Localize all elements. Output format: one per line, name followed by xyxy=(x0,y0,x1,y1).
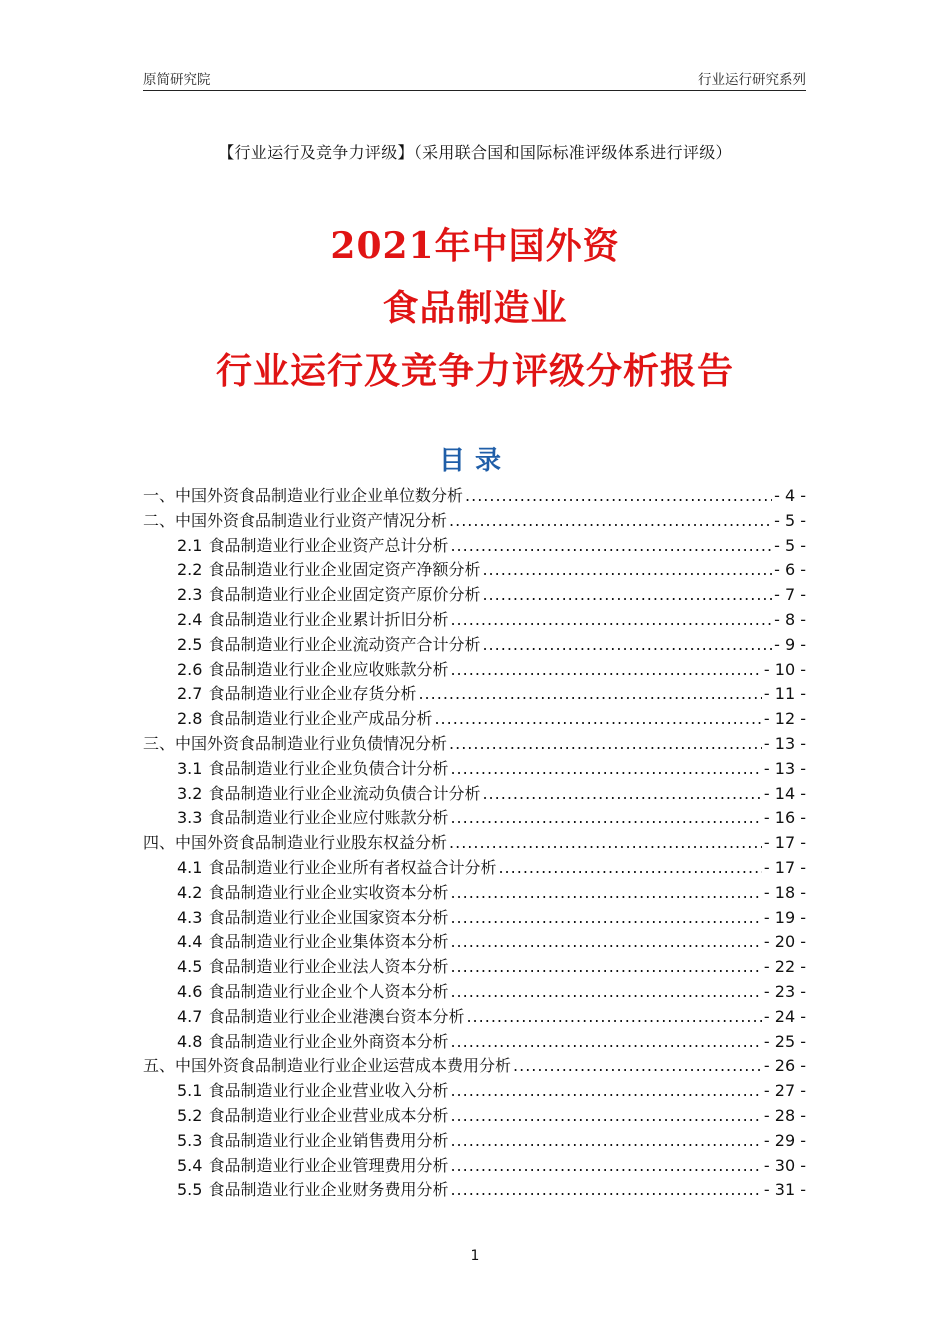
toc-entry[interactable] xyxy=(143,558,806,583)
toc-entry-page: - 12 - xyxy=(763,709,806,729)
toc-entry-label: 食品制造业行业企业实收资本分析 xyxy=(208,882,449,902)
toc-dot-leader xyxy=(466,1005,761,1030)
toc-dot-leader xyxy=(450,1104,761,1129)
toc-entry[interactable] xyxy=(143,806,806,831)
toc-dot-leader xyxy=(482,583,772,608)
toc-entry-label: 食品制造业行业企业应收账款分析 xyxy=(208,659,449,679)
toc-dot-leader xyxy=(450,1129,761,1154)
toc-entry-page: - 26 - xyxy=(763,1056,806,1076)
toc-entry[interactable] xyxy=(143,534,806,559)
toc-dot-leader xyxy=(450,534,772,559)
toc-entry-number: 2.6 xyxy=(177,659,203,679)
toc-entry-number: 2.5 xyxy=(177,634,203,654)
toc-entry-label: 食品制造业行业企业集体资本分析 xyxy=(208,932,449,952)
toc-dot-leader xyxy=(450,980,761,1005)
toc-entry[interactable] xyxy=(143,955,806,980)
toc-dot-leader xyxy=(450,1079,761,1104)
toc-entry-page: - 28 - xyxy=(763,1105,806,1125)
toc-entry-label: 食品制造业行业企业应付账款分析 xyxy=(208,808,449,828)
toc-entry-label: 食品制造业行业企业外商资本分析 xyxy=(208,1031,449,1051)
toc-dot-leader xyxy=(482,558,772,583)
toc-entry-page: - 5 - xyxy=(774,535,806,555)
toc-entry[interactable] xyxy=(143,1129,806,1154)
toc-entry-number: 3.2 xyxy=(177,783,203,803)
toc-entry-number: 3.3 xyxy=(177,808,203,828)
page-number: 1 xyxy=(470,1248,480,1264)
toc-entry-number: 4.2 xyxy=(177,882,203,902)
toc-entry[interactable] xyxy=(143,1054,806,1079)
toc-entry[interactable] xyxy=(143,881,806,906)
toc-dot-leader xyxy=(450,881,761,906)
report-subtitle: 【行业运行及竞争力评级】（采用联合国和国际标准评级体系进行评级） xyxy=(218,143,732,162)
toc-entry-page: - 30 - xyxy=(763,1155,806,1175)
toc-entry[interactable] xyxy=(143,583,806,608)
toc-dot-leader xyxy=(450,658,761,683)
toc-entry[interactable] xyxy=(143,633,806,658)
toc-entry-page: - 29 - xyxy=(763,1130,806,1150)
toc-entry-page: - 17 - xyxy=(763,857,806,877)
toc-entry[interactable] xyxy=(143,509,806,534)
toc-entry-page: - 4 - xyxy=(774,486,806,505)
toc-entry-page: - 14 - xyxy=(763,783,806,803)
toc-entry-page: - 13 - xyxy=(763,733,806,753)
toc-entry[interactable] xyxy=(143,1005,806,1030)
toc-entry-page: - 11 - xyxy=(763,684,806,704)
toc-entry[interactable] xyxy=(143,484,806,509)
toc-entry-label: 食品制造业行业企业个人资本分析 xyxy=(208,981,449,1001)
toc-entry-label: 食品制造业行业企业固定资产原价分析 xyxy=(208,585,481,605)
toc-entry-label: 一、中国外资食品制造业行业企业单位数分析 xyxy=(143,486,464,505)
toc-entry[interactable] xyxy=(143,856,806,881)
toc-entry-label: 食品制造业行业企业固定资产净额分析 xyxy=(208,560,481,580)
toc-entry[interactable] xyxy=(143,930,806,955)
toc-entry[interactable] xyxy=(143,1154,806,1179)
toc-dot-leader xyxy=(434,707,761,732)
toc-entry-label: 食品制造业行业企业流动资产合计分析 xyxy=(208,634,481,654)
toc-entry-label: 四、中国外资食品制造业行业股东权益分析 xyxy=(143,833,448,853)
toc-entry-number: 4.1 xyxy=(177,857,203,877)
toc-dot-leader xyxy=(449,732,762,757)
toc-entry-page: - 13 - xyxy=(763,758,806,778)
toc-entry[interactable] xyxy=(143,608,806,633)
toc-dot-leader xyxy=(450,757,761,782)
toc-dot-leader xyxy=(450,1178,761,1203)
toc-entry-number: 5.4 xyxy=(177,1155,203,1175)
toc-entry-number: 2.7 xyxy=(177,684,203,704)
header-organization: 原简研究院 xyxy=(143,72,211,88)
toc-entry-page: - 18 - xyxy=(763,882,806,902)
page-header xyxy=(143,66,806,91)
toc-entry[interactable] xyxy=(143,707,806,732)
toc-dot-leader xyxy=(482,633,772,658)
toc-entry-number: 5.2 xyxy=(177,1105,203,1125)
toc-entry-page: - 31 - xyxy=(763,1180,806,1200)
toc-entry-label: 食品制造业行业企业负债合计分析 xyxy=(208,758,449,778)
toc-dot-leader xyxy=(450,608,772,633)
toc-entry[interactable] xyxy=(143,906,806,931)
toc-dot-leader xyxy=(450,1154,761,1179)
toc-heading: 目录 xyxy=(438,446,511,476)
toc-entry-number: 4.6 xyxy=(177,981,203,1001)
toc-entry-label: 食品制造业行业企业累计折旧分析 xyxy=(208,609,449,629)
report-title-line-1: 2021年中国外资 xyxy=(330,225,620,267)
toc-entry-label: 食品制造业行业企业销售费用分析 xyxy=(208,1130,449,1150)
toc-entry[interactable] xyxy=(143,1079,806,1104)
toc-entry-page: - 22 - xyxy=(763,957,806,977)
toc-dot-leader xyxy=(450,906,761,931)
toc-entry-page: - 10 - xyxy=(763,659,806,679)
toc-dot-leader xyxy=(449,831,762,856)
toc-entry-label: 食品制造业行业企业存货分析 xyxy=(208,684,417,704)
toc-entry-number: 2.8 xyxy=(177,709,203,729)
report-title-line-2: 食品制造业 xyxy=(382,287,568,329)
toc-entry-label: 食品制造业行业企业国家资本分析 xyxy=(208,907,449,927)
toc-entry-label: 二、中国外资食品制造业行业资产情况分析 xyxy=(143,510,448,530)
toc-entry-page: - 8 - xyxy=(774,609,806,629)
table-of-contents xyxy=(143,484,806,1203)
toc-entry-page: - 16 - xyxy=(763,808,806,828)
toc-entry-number: 2.3 xyxy=(177,585,203,605)
header-series: 行业运行研究系列 xyxy=(698,72,806,88)
toc-entry-label: 三、中国外资食品制造业行业负债情况分析 xyxy=(143,733,448,753)
toc-entry-label: 食品制造业行业企业营业收入分析 xyxy=(208,1081,449,1101)
toc-entry-label: 食品制造业行业企业管理费用分析 xyxy=(208,1155,449,1175)
toc-entry-number: 5.5 xyxy=(177,1180,203,1200)
toc-entry[interactable] xyxy=(143,732,806,757)
toc-entry[interactable] xyxy=(143,782,806,807)
toc-entry-number: 4.5 xyxy=(177,957,203,977)
toc-entry-page: - 24 - xyxy=(763,1006,806,1026)
toc-entry-number: 4.3 xyxy=(177,907,203,927)
toc-dot-leader xyxy=(465,484,772,509)
toc-dot-leader xyxy=(418,682,761,707)
toc-entry-number: 3.1 xyxy=(177,758,203,778)
toc-entry-page: - 7 - xyxy=(774,585,806,605)
toc-dot-leader xyxy=(513,1054,762,1079)
toc-entry-label: 五、中国外资食品制造业行业企业运营成本费用分析 xyxy=(143,1056,512,1076)
toc-entry[interactable] xyxy=(143,1178,806,1203)
toc-dot-leader xyxy=(498,856,761,881)
toc-entry-number: 2.1 xyxy=(177,535,203,555)
toc-entry[interactable] xyxy=(143,980,806,1005)
toc-entry-page: - 5 - xyxy=(774,510,806,530)
toc-entry-number: 2.4 xyxy=(177,609,203,629)
toc-entry[interactable] xyxy=(143,682,806,707)
toc-dot-leader xyxy=(450,955,761,980)
toc-dot-leader xyxy=(450,1030,761,1055)
toc-dot-leader xyxy=(450,806,761,831)
toc-entry-number: 4.4 xyxy=(177,932,203,952)
toc-entry[interactable] xyxy=(143,1104,806,1129)
toc-entry-number: 5.1 xyxy=(177,1081,203,1101)
toc-entry-page: - 27 - xyxy=(763,1081,806,1101)
toc-entry-label: 食品制造业行业企业财务费用分析 xyxy=(208,1180,449,1200)
toc-entry-page: - 19 - xyxy=(763,907,806,927)
toc-entry-number: 2.2 xyxy=(177,560,203,580)
toc-entry[interactable] xyxy=(143,831,806,856)
toc-entry-label: 食品制造业行业企业流动负债合计分析 xyxy=(208,783,481,803)
toc-entry[interactable] xyxy=(143,1030,806,1055)
toc-entry-page: - 23 - xyxy=(763,981,806,1001)
toc-entry-label: 食品制造业行业企业资产总计分析 xyxy=(208,535,449,555)
toc-entry-number: 4.7 xyxy=(177,1006,203,1026)
toc-entry-page: - 17 - xyxy=(763,833,806,853)
toc-entry-label: 食品制造业行业企业港澳台资本分析 xyxy=(208,1006,465,1026)
report-title-line-3: 行业运行及竞争力评级分析报告 xyxy=(215,350,734,392)
toc-entry-page: - 25 - xyxy=(763,1031,806,1051)
toc-entry-label: 食品制造业行业企业法人资本分析 xyxy=(208,957,449,977)
toc-entry-label: 食品制造业行业企业产成品分析 xyxy=(208,709,433,729)
toc-dot-leader xyxy=(449,509,772,534)
toc-dot-leader xyxy=(482,782,761,807)
toc-entry-page: - 20 - xyxy=(763,932,806,952)
toc-entry-number: 5.3 xyxy=(177,1130,203,1150)
toc-entry[interactable] xyxy=(143,658,806,683)
toc-entry-page: - 9 - xyxy=(774,634,806,654)
toc-entry-label: 食品制造业行业企业所有者权益合计分析 xyxy=(208,857,497,877)
toc-entry[interactable] xyxy=(143,757,806,782)
toc-entry-label: 食品制造业行业企业营业成本分析 xyxy=(208,1105,449,1125)
toc-dot-leader xyxy=(450,930,761,955)
toc-entry-number: 4.8 xyxy=(177,1031,203,1051)
toc-entry-page: - 6 - xyxy=(774,560,806,580)
